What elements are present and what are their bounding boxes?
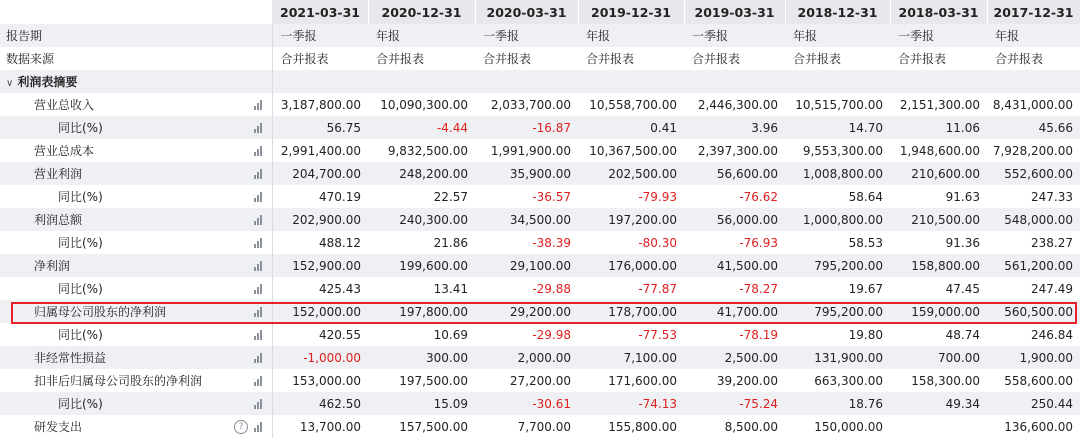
value-cell: -16.87 [475,116,578,139]
period-header[interactable]: 2021-03-31 [272,0,368,24]
bar-chart-icon[interactable] [254,192,262,202]
bar-chart-icon[interactable] [254,169,262,179]
value-cell: 1,000,800.00 [785,208,890,231]
bar-chart-icon[interactable] [254,100,262,110]
meta-cell: 合并报表 [684,47,785,70]
row-icons [220,162,272,185]
value-cell: 56,600.00 [684,162,785,185]
value-cell: -1,000.00 [272,346,368,369]
row-icons [220,300,272,323]
meta-cell: 合并报表 [578,47,684,70]
data-row [0,254,1080,277]
value-cell: 2,991,400.00 [272,139,368,162]
value-cell: 300.00 [368,346,475,369]
value-cell: 41,700.00 [684,300,785,323]
value-cell: 39,200.00 [684,369,785,392]
value-cell: 552,600.00 [987,162,1080,185]
meta-cell: 合并报表 [272,47,368,70]
value-cell: 136,600.00 [987,415,1080,438]
row-icons [220,231,272,254]
row-label: 同比(%) [0,392,220,415]
value-cell: 247.33 [987,185,1080,208]
value-cell: 157,500.00 [368,415,475,438]
value-cell: 246.84 [987,323,1080,346]
value-cell: 49.34 [890,392,987,415]
period-header[interactable]: 2019-12-31 [578,0,684,24]
meta-row [0,24,1080,47]
highlighted-row [0,300,1080,323]
row-icons [220,254,272,277]
value-cell: -79.93 [578,185,684,208]
meta-cell: 年报 [987,24,1080,47]
value-cell: 34,500.00 [475,208,578,231]
bar-chart-icon[interactable] [254,330,262,340]
value-cell: 22.57 [368,185,475,208]
value-cell: 47.45 [890,277,987,300]
value-cell: 58.64 [785,185,890,208]
meta-cell: 合并报表 [475,47,578,70]
value-cell: 1,900.00 [987,346,1080,369]
row-label: 利润总额 [0,208,220,231]
value-cell: 2,500.00 [684,346,785,369]
value-cell: 700.00 [890,346,987,369]
value-cell: -77.53 [578,323,684,346]
value-cell: 250.44 [987,392,1080,415]
header-corner [0,0,272,24]
meta-row-label: 报告期 [0,24,272,47]
row-label: 研发支出 [0,415,220,438]
meta-cell: 合并报表 [987,47,1080,70]
value-cell: 41,500.00 [684,254,785,277]
empty-cell [272,70,368,93]
value-cell: 9,553,300.00 [785,139,890,162]
data-row [0,185,1080,208]
value-cell: 210,600.00 [890,162,987,185]
value-cell: 2,446,300.00 [684,93,785,116]
row-label: 营业总成本 [0,139,220,162]
value-cell: 155,800.00 [578,415,684,438]
row-label: 同比(%) [0,116,220,139]
value-cell: 1,948,600.00 [890,139,987,162]
data-row [0,208,1080,231]
meta-row-label: 数据来源 [0,47,272,70]
value-cell: 663,300.00 [785,369,890,392]
value-cell: 202,900.00 [272,208,368,231]
bar-chart-icon[interactable] [254,123,262,133]
value-cell: -29.98 [475,323,578,346]
empty-cell [890,70,987,93]
value-cell: 10,090,300.00 [368,93,475,116]
value-cell: 247.49 [987,277,1080,300]
value-cell: 197,500.00 [368,369,475,392]
value-cell [890,415,987,438]
value-cell: 7,700.00 [475,415,578,438]
value-cell: 7,100.00 [578,346,684,369]
bar-chart-icon[interactable] [254,284,262,294]
value-cell: 27,200.00 [475,369,578,392]
value-cell: 9,832,500.00 [368,139,475,162]
value-cell: 35,900.00 [475,162,578,185]
value-cell: 2,151,300.00 [890,93,987,116]
value-cell: -36.57 [475,185,578,208]
period-header[interactable]: 2018-12-31 [785,0,890,24]
bar-chart-icon[interactable] [254,146,262,156]
value-cell: 29,100.00 [475,254,578,277]
row-icons [220,208,272,231]
empty-cell [684,70,785,93]
value-cell: 45.66 [987,116,1080,139]
value-cell: 171,600.00 [578,369,684,392]
meta-cell: 一季报 [272,24,368,47]
period-header[interactable]: 2018-03-31 [890,0,987,24]
value-cell: 13,700.00 [272,415,368,438]
value-cell: 19.80 [785,323,890,346]
meta-cell: 年报 [368,24,475,47]
value-cell: 178,700.00 [578,300,684,323]
meta-cell: 一季报 [684,24,785,47]
value-cell: 560,500.00 [987,300,1080,323]
data-row [0,93,1080,116]
value-cell: -76.93 [684,231,785,254]
value-cell: 56,000.00 [684,208,785,231]
value-cell: -78.19 [684,323,785,346]
row-icons [220,185,272,208]
value-cell: 8,500.00 [684,415,785,438]
bar-chart-icon[interactable] [254,353,262,363]
value-cell: 10.69 [368,323,475,346]
value-cell: 21.86 [368,231,475,254]
value-cell: 240,300.00 [368,208,475,231]
value-cell: 558,600.00 [987,369,1080,392]
value-cell: -29.88 [475,277,578,300]
value-cell: 204,700.00 [272,162,368,185]
value-cell: 48.74 [890,323,987,346]
value-cell: 1,008,800.00 [785,162,890,185]
value-cell: 7,928,200.00 [987,139,1080,162]
value-cell: 13.41 [368,277,475,300]
value-cell: 10,558,700.00 [578,93,684,116]
row-icons [220,392,272,415]
data-row [0,346,1080,369]
value-cell: 152,900.00 [272,254,368,277]
data-row [0,323,1080,346]
value-cell: 8,431,000.00 [987,93,1080,116]
data-row [0,139,1080,162]
bar-chart-icon[interactable] [254,399,262,409]
value-cell: -76.62 [684,185,785,208]
value-cell: 14.70 [785,116,890,139]
value-cell: 15.09 [368,392,475,415]
value-cell: 2,000.00 [475,346,578,369]
period-header[interactable]: 2020-12-31 [368,0,475,24]
meta-cell: 一季报 [890,24,987,47]
value-cell: 131,900.00 [785,346,890,369]
value-cell: 58.53 [785,231,890,254]
data-row [0,392,1080,415]
row-label: 扣非后归属母公司股东的净利润 [0,369,220,392]
value-cell: -75.24 [684,392,785,415]
data-row [0,369,1080,392]
value-cell: 199,600.00 [368,254,475,277]
value-cell: 248,200.00 [368,162,475,185]
value-cell: 795,200.00 [785,300,890,323]
value-cell: 462.50 [272,392,368,415]
row-icons [220,346,272,369]
meta-cell: 一季报 [475,24,578,47]
value-cell: 548,000.00 [987,208,1080,231]
meta-cell: 年报 [785,24,890,47]
data-row [0,162,1080,185]
value-cell: 2,397,300.00 [684,139,785,162]
value-cell: -38.39 [475,231,578,254]
bar-chart-icon[interactable] [254,261,262,271]
empty-cell [475,70,578,93]
value-cell: -77.87 [578,277,684,300]
value-cell: 470.19 [272,185,368,208]
data-row [0,116,1080,139]
bar-chart-icon[interactable] [254,376,262,386]
value-cell: 0.41 [578,116,684,139]
value-cell: 152,000.00 [272,300,368,323]
value-cell: 238.27 [987,231,1080,254]
section-toggle[interactable] [0,70,272,93]
row-label: 同比(%) [0,185,220,208]
value-cell: 3.96 [684,116,785,139]
empty-cell [987,70,1080,93]
value-cell: 158,300.00 [890,369,987,392]
help-circle-icon[interactable]: ? [234,420,248,434]
data-row [0,277,1080,300]
value-cell: 29,200.00 [475,300,578,323]
meta-cell: 合并报表 [785,47,890,70]
empty-cell [785,70,890,93]
value-cell: 176,000.00 [578,254,684,277]
row-icons [220,139,272,162]
empty-cell [368,70,475,93]
period-header[interactable]: 2020-03-31 [475,0,578,24]
meta-cell: 合并报表 [368,47,475,70]
row-label: 同比(%) [0,323,220,346]
value-cell: 420.55 [272,323,368,346]
row-label: 同比(%) [0,231,220,254]
period-header[interactable]: 2017-12-31 [987,0,1080,24]
value-cell: 795,200.00 [785,254,890,277]
bar-chart-icon[interactable] [254,422,262,432]
value-cell: 10,367,500.00 [578,139,684,162]
value-cell: 158,800.00 [890,254,987,277]
value-cell: -74.13 [578,392,684,415]
value-cell: 210,500.00 [890,208,987,231]
value-cell: 1,991,900.00 [475,139,578,162]
value-cell: -80.30 [578,231,684,254]
row-icons [220,369,272,392]
value-cell: 3,187,800.00 [272,93,368,116]
value-cell: 150,000.00 [785,415,890,438]
section-label: 利润表摘要 [17,75,78,89]
row-icons [220,277,272,300]
value-cell: 19.67 [785,277,890,300]
value-cell: 153,000.00 [272,369,368,392]
row-label: 营业利润 [0,162,220,185]
row-icons [220,323,272,346]
value-cell: 488.12 [272,231,368,254]
period-header[interactable]: 2019-03-31 [684,0,785,24]
meta-row [0,47,1080,70]
value-cell: 18.76 [785,392,890,415]
value-cell: 2,033,700.00 [475,93,578,116]
row-label: 同比(%) [0,277,220,300]
row-label: 非经常性损益 [0,346,220,369]
value-cell: 197,200.00 [578,208,684,231]
data-row [0,415,1080,438]
data-row [0,231,1080,254]
row-icons [220,93,272,116]
section-row[interactable] [0,70,1080,93]
chevron-down-icon[interactable]: ∨ [6,78,14,89]
value-cell: 197,800.00 [368,300,475,323]
period-header-row [0,0,1080,24]
value-cell: 11.06 [890,116,987,139]
meta-cell: 年报 [578,24,684,47]
row-label: 归属母公司股东的净利润 [0,300,220,323]
value-cell: 10,515,700.00 [785,93,890,116]
meta-cell: 合并报表 [890,47,987,70]
row-icons [220,415,272,438]
value-cell: -30.61 [475,392,578,415]
row-icons [220,116,272,139]
bar-chart-icon[interactable] [254,238,262,248]
bar-chart-icon[interactable] [254,215,262,225]
value-cell: 159,000.00 [890,300,987,323]
empty-cell [578,70,684,93]
value-cell: 91.63 [890,185,987,208]
value-cell: -4.44 [368,116,475,139]
value-cell: 91.36 [890,231,987,254]
bar-chart-icon[interactable] [254,307,262,317]
value-cell: 425.43 [272,277,368,300]
value-cell: 56.75 [272,116,368,139]
value-cell: 561,200.00 [987,254,1080,277]
value-cell: 202,500.00 [578,162,684,185]
row-label: 营业总收入 [0,93,220,116]
row-label: 净利润 [0,254,220,277]
value-cell: -78.27 [684,277,785,300]
